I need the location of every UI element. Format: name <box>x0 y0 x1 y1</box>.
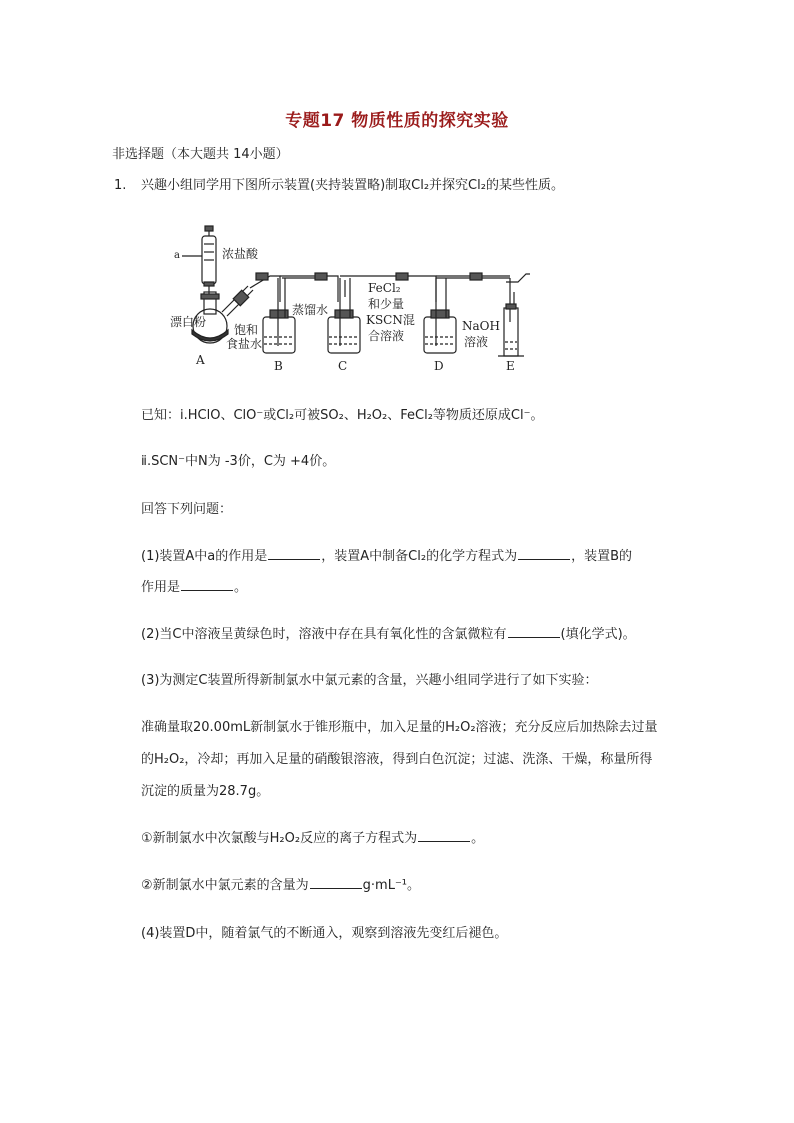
question-number: 1. <box>114 178 127 193</box>
bottle-b <box>263 317 295 353</box>
label-a: a <box>174 250 180 261</box>
apparatus-figure <box>170 222 540 378</box>
part-3-1-text-a: ①新制氯水中次氯酸与H₂O₂反应的离子方程式为 <box>141 831 418 846</box>
label-B: B <box>274 359 283 373</box>
label-fecl2-2: 和少量 <box>368 297 405 311</box>
label-naoh-1: NaOH <box>462 319 500 333</box>
part-2-text-b: (填化学式)。 <box>560 627 636 642</box>
part-3-1 <box>141 829 484 848</box>
part-1-text-b: ，装置A中制备Cl₂的化学方程式为 <box>321 549 518 564</box>
answer-blank-2[interactable] <box>508 625 560 638</box>
known-1: 已知：ⅰ.HClO、ClO⁻或Cl₂可被SO₂、H₂O₂、FeCl₂等物质还原成Cl⁻。 <box>141 408 544 423</box>
part-4: (4)装置D中，随着氯气的不断通入，观察到溶液先变红后褪色。 <box>141 926 508 941</box>
part-1-text-a: (1)装置A中a的作用是 <box>141 549 268 564</box>
label-water: 蒸馏水 <box>292 303 329 317</box>
part-2 <box>141 625 636 644</box>
part-3-2-text-b: g·mL⁻¹。 <box>362 878 421 893</box>
part-3-2-text-a: ②新制氯水中氯元素的含量为 <box>141 878 309 893</box>
answer-blank-1b[interactable] <box>518 547 570 560</box>
label-C: C <box>338 359 348 373</box>
part-1-line-2 <box>141 578 247 597</box>
part-3: (3)为测定C装置所得新制氯水中氯元素的含量，兴趣小组同学进行了如下实验： <box>141 673 598 688</box>
question-intro: 兴趣小组同学用下图所示装置(夹持装置略)制取Cl₂并探究Cl₂的某些性质。 <box>141 178 564 193</box>
label-E: E <box>506 359 515 373</box>
label-fecl2-4: 合溶液 <box>368 329 405 343</box>
label-bleach: 漂白粉 <box>170 315 207 329</box>
label-fecl2-1: FeCl₂ <box>368 281 401 295</box>
section-header: 非选择题（本大题共 14小题） <box>112 147 289 162</box>
label-D: D <box>434 359 444 373</box>
part-3-body-2: 的H₂O₂，冷却；再加入足量的硝酸银溶液，得到白色沉淀；过滤、洗涤、干燥，称量所得 <box>141 752 653 767</box>
label-A: A <box>196 353 205 367</box>
answer-prompt: 回答下列问题： <box>141 502 233 517</box>
answer-blank-1a[interactable] <box>268 547 320 560</box>
label-sat-nacl-1: 饱和 <box>234 323 259 337</box>
answer-blank-1c[interactable] <box>181 578 233 591</box>
answer-blank-3-1[interactable] <box>418 829 470 842</box>
bottle-d <box>424 317 456 353</box>
part-3-1-text-b: 。 <box>471 831 485 846</box>
part-3-2 <box>141 876 420 895</box>
part-2-text-a: (2)当C中溶液呈黄绿色时，溶液中存在具有氧化性的含氯微粒有 <box>141 627 507 642</box>
part-1-line-1 <box>141 547 632 566</box>
label-naoh-2: 溶液 <box>464 335 489 349</box>
label-fecl2-3: KSCN混 <box>366 313 415 327</box>
bottle-c <box>328 317 360 353</box>
known-2: ⅱ.SCN⁻中N为 -3价，C为 +4价。 <box>141 454 336 469</box>
part-1-text-d: 作用是 <box>141 580 181 595</box>
page-title: 专题17 物质性质的探究实验 <box>285 111 509 131</box>
part-3-body-1: 准确量取20.00mL新制氯水于锥形瓶中，加入足量的H₂O₂溶液；充分反应后加热除去过量 <box>141 720 658 735</box>
part-1-text-c: ，装置B的 <box>571 549 632 564</box>
label-sat-nacl-2: 食盐水 <box>226 337 263 351</box>
label-conc-hcl: 浓盐酸 <box>222 247 259 261</box>
part-1-text-e: 。 <box>234 580 248 595</box>
part-3-body-3: 沉淀的质量为28.7g。 <box>141 784 270 799</box>
answer-blank-3-2[interactable] <box>310 876 362 889</box>
